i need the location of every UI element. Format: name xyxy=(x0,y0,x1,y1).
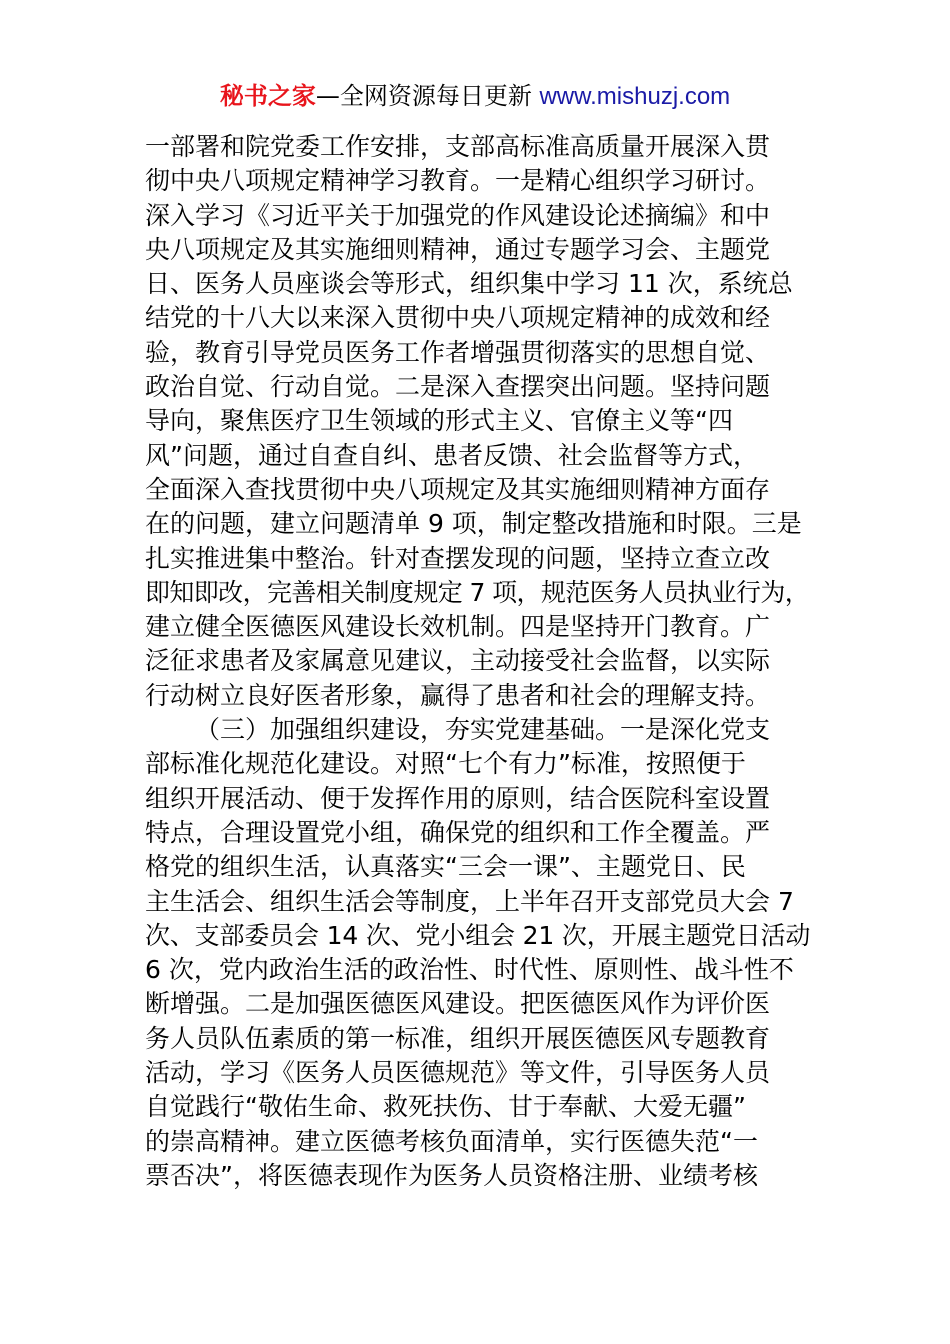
site-banner xyxy=(0,80,950,113)
section-heading-line: （三）加强组织建设，夯实党建基础。一是深化党支 xyxy=(195,715,771,745)
text-line: 组织开展活动、便于发挥作用的原则，结合医院科室设置 xyxy=(145,783,771,813)
text-line: 6 次，党内政治生活的政治性、时代性、原则性、战斗性不 xyxy=(145,955,794,985)
text-line: 验，教育引导党员医务工作者增强贯彻落实的思想自觉、 xyxy=(145,337,771,367)
text-line: 一部署和院党委工作安排，支部高标准高质量开展深入贯 xyxy=(145,132,771,161)
text-line: 次、支部委员会 14 次、党小组会 21 次，开展主题党日活动 xyxy=(145,920,811,950)
text-line: 自觉践行“敬佑生命、救死扶伤、甘于奉献、大爱无疆” xyxy=(145,1092,746,1122)
text-line: 主生活会、组织生活会等制度，上半年召开支部党员大会 7 xyxy=(145,886,794,916)
text-line: 格党的组织生活，认真落实“三会一课”、主题党日、民 xyxy=(145,852,746,882)
text-line: 结党的十八大以来深入贯彻中央八项规定精神的成效和经 xyxy=(145,303,771,333)
text-line: 风”问题，通过自查自纠、患者反馈、社会监督等方式， xyxy=(145,440,758,470)
text-line: 的崇高精神。建立医德考核负面清单，实行医德失范“一 xyxy=(145,1126,758,1156)
text-line: 活动，学习《医务人员医德规范》等文件，引导医务人员 xyxy=(145,1058,771,1088)
text-line: 断增强。二是加强医德医风建设。把医德医风作为评价医 xyxy=(145,989,771,1019)
text-line: 行动树立良好医者形象，赢得了患者和社会的理解支持。 xyxy=(145,680,771,710)
text-line: 部标准化规范化建设。对照“七个有力”标准，按照便于 xyxy=(145,749,746,779)
site-brand: 秘书之家 xyxy=(219,82,316,110)
text-line: 泛征求患者及家属意见建议，主动接受社会监督，以实际 xyxy=(145,646,771,676)
text-line: 即知即改，完善相关制度规定 7 项，规范医务人员执业行为， xyxy=(145,577,810,607)
text-line: 政治自觉、行动自觉。二是深入查摆突出问题。坚持问题 xyxy=(145,372,771,402)
text-line: 扎实推进集中整治。针对查摆发现的问题，坚持立查立改 xyxy=(145,543,771,573)
site-slogan: —全网资源每日更新 xyxy=(315,82,532,110)
text-line: 彻中央八项规定精神学习教育。一是精心组织学习研讨。 xyxy=(145,166,771,196)
text-line: 全面深入查找贯彻中央八项规定及其实施细则精神方面存 xyxy=(145,474,771,504)
text-line: 在的问题，建立问题清单 9 项，制定整改措施和时限。三是 xyxy=(145,509,802,539)
text-line: 建立健全医德医风建设长效机制。四是坚持开门教育。广 xyxy=(145,612,771,642)
site-url-link[interactable]: www.mishuzj.com xyxy=(539,83,731,110)
text-line: 务人员队伍素质的第一标准，组织开展医德医风专题教育 xyxy=(145,1023,771,1053)
text-line: 日、医务人员座谈会等形式，组织集中学习 11 次，系统总 xyxy=(145,269,793,299)
text-line: 深入学习《习近平关于加强党的作风建设论述摘编》和中 xyxy=(145,200,771,230)
text-line: 特点，合理设置党小组，确保党的组织和工作全覆盖。严 xyxy=(145,817,771,847)
text-line: 央八项规定及其实施细则精神，通过专题学习会、主题党 xyxy=(145,234,771,264)
text-line: 导向，聚焦医疗卫生领域的形式主义、官僚主义等“四 xyxy=(145,406,733,436)
document-body xyxy=(145,130,810,1193)
text-line: 票否决”，将医德表现作为医务人员资格注册、业绩考核 xyxy=(145,1160,758,1190)
